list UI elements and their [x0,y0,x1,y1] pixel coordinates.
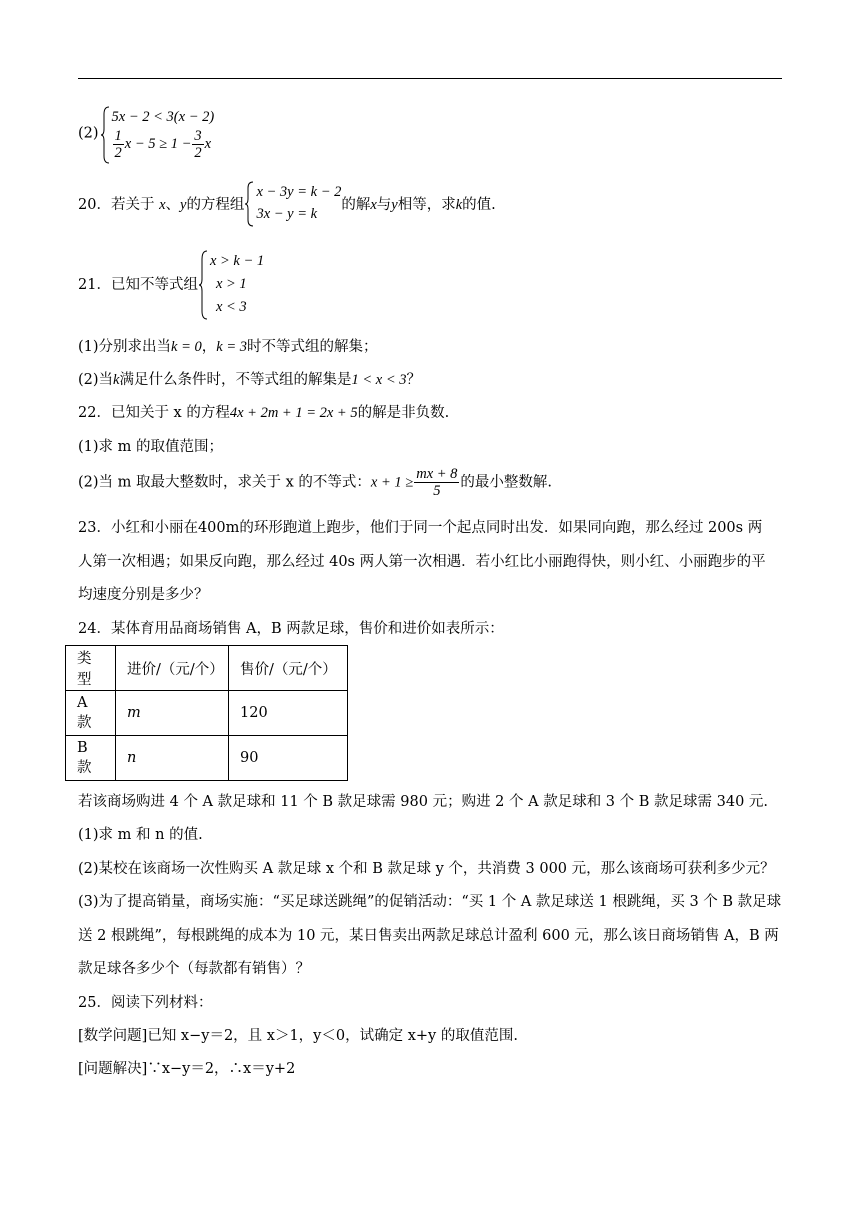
q21-part1-text: (1)分别求出当 [78,339,172,355]
table-header-row [66,646,348,691]
left-brace-icon [198,250,208,320]
q22-part1: (1)求 m 的取值范围； [78,439,224,455]
table-cell: n [116,736,229,781]
q22-fraction [414,466,459,499]
q21-part2 [78,371,421,389]
q22-part2-text: (2)当 m 取最大整数时，求关于 x 的不等式： [78,474,371,491]
table-cell: m [116,691,229,736]
q19-eq1: 5x − 2 < 3(x − 2) [111,109,215,125]
table-header-cell: 类型 [66,646,116,691]
q22-eq: 4x + 2m + 1 = 2x + 5 [229,405,358,421]
var-x: x [159,197,166,213]
q21-k3: k = 3 [216,339,248,355]
frac-num: 1 [114,128,122,144]
q19-eq2-mid: x − 5 ≥ 1 − [124,135,192,152]
q20-system [244,181,341,225]
q22-ineq-left: x + 1 ≥ [370,474,414,491]
table-row [66,691,348,736]
q20 [78,183,496,227]
q21-part2-end: ？ [406,372,421,388]
q20-and: 与 [376,197,392,213]
q19-part2 [78,106,214,161]
q25-prefix: 25．阅读下列材料： [78,995,213,1011]
table-cell: 90 [229,736,348,781]
left-brace-icon [100,106,110,164]
q24-part3-line3: 款足球各多少个（每款都有销售）？ [78,961,310,977]
q24-part1: (1)求 m 和 n 的值. [78,827,203,843]
q21-part2-text: (2)当 [78,372,114,388]
q19-eq2 [112,128,215,161]
table-cell: 120 [229,691,348,736]
table-cell: B 款 [66,736,116,781]
var-y: y [180,197,187,213]
q25-solution: [问题解决]∵x−y＝2，∴x＝y+2 [78,1061,296,1077]
q24-part3-line2: 送 2 根跳绳”，每根跳绳的成本为 10 元，某日售卖出两款足球总计盈利 600 元，那么该日商场销售 A，B 两 [78,928,779,944]
q20-eq1: x − 3y = k − 2 [256,184,342,200]
frac-den: 2 [114,145,122,161]
header-rule [78,78,782,79]
q23-line2: 人第一次相遇；如果反向跑，那么经过 40s 两人第一次相遇．若小红比小丽跑得快，则小红、小丽跑步的平 [78,554,766,570]
table-cell: A 款 [66,691,116,736]
q23-line1: 23．小红和小丽在400m的环形跑道上跑步，他们于同一个起点同时出发．如果同向跑，那么经过 200s 两 [78,520,763,536]
table-row [66,736,348,781]
q22-suffix: 的解是非负数. [357,405,450,421]
q20-end: 的值. [462,197,496,213]
frac-num: 3 [194,128,202,144]
q21-k0: k = 0 [171,339,202,355]
q20-sep: 、 [165,197,180,213]
q22-prefix: 22．已知关于 x 的方程 [78,405,230,421]
q21-ineq2: x > 1 [215,276,247,292]
q24-prefix: 24．某体育用品商场销售 A，B 两款足球，售价和进价如表所示： [78,621,504,637]
q19-eq2-end: x [204,135,212,152]
q20-eq2: 3x − y = k [256,206,318,222]
var-x: x [370,197,377,213]
q20-tail: 相等，求 [397,197,456,213]
q24-part3-line1: (3)为了提高销量，商场实施：“买足球送跳绳”的促销活动：“买 1 个 A 款足球送 1 根跳绳，买 3 个 B 款足球 [78,894,782,910]
q21-ineq3: x < 3 [215,299,247,315]
q23-line3: 均速度分别是多少？ [78,587,209,603]
var-y: y [391,197,398,213]
q24-part2: (2)某校在该商场一次性购买 A 款足球 x 个和 B 款足球 y 个，共消费 3 000 元，那么该商场可获利多少元？ [78,861,775,877]
q22-part2 [78,466,552,499]
q21-range: 1 < x < 3 [351,372,407,388]
q25-problem: [数学问题]已知 x−y＝2，且 x＞1，y＜0，试确定 x+y 的取值范围. [78,1028,518,1044]
q21 [78,250,264,319]
table-header-cell: 售价/（元/个） [229,646,348,691]
q24-after-table: 若该商场购进 4 个 A 款足球和 11 个 B 款足球需 980 元；购进 2 个 A 款足球和 3 个 B 款足球需 340 元. [78,794,769,810]
q21-prefix: 21．已知不等式组 [78,276,198,293]
q20-after: 的解 [341,197,371,213]
var-k: k [113,372,120,388]
table-header-cell: 进价/（元/个） [116,646,229,691]
frac-num: mx + 8 [416,466,458,482]
var-k: k [455,197,463,213]
q21-system [198,250,264,319]
price-table [65,645,348,781]
q22 [78,404,449,422]
frac-den: 5 [433,483,441,499]
q20-prefix: 20．若关于 [78,197,155,213]
q21-ineq1: x > k − 1 [209,253,265,269]
frac-den: 2 [194,145,202,161]
q21-part1-end: 时不等式组的解集； [247,339,378,355]
q21-part1 [78,338,378,356]
q19-part2-label: (2) [78,125,99,142]
q21-part2-mid: 满足什么条件时，不等式组的解集是 [119,372,352,388]
q21-comma: ， [201,339,217,355]
q20-mid: 的方程组 [186,197,245,213]
q22-part2-end: 的最小整数解. [460,474,553,491]
left-brace-icon [244,181,254,227]
q19-system [100,106,215,161]
